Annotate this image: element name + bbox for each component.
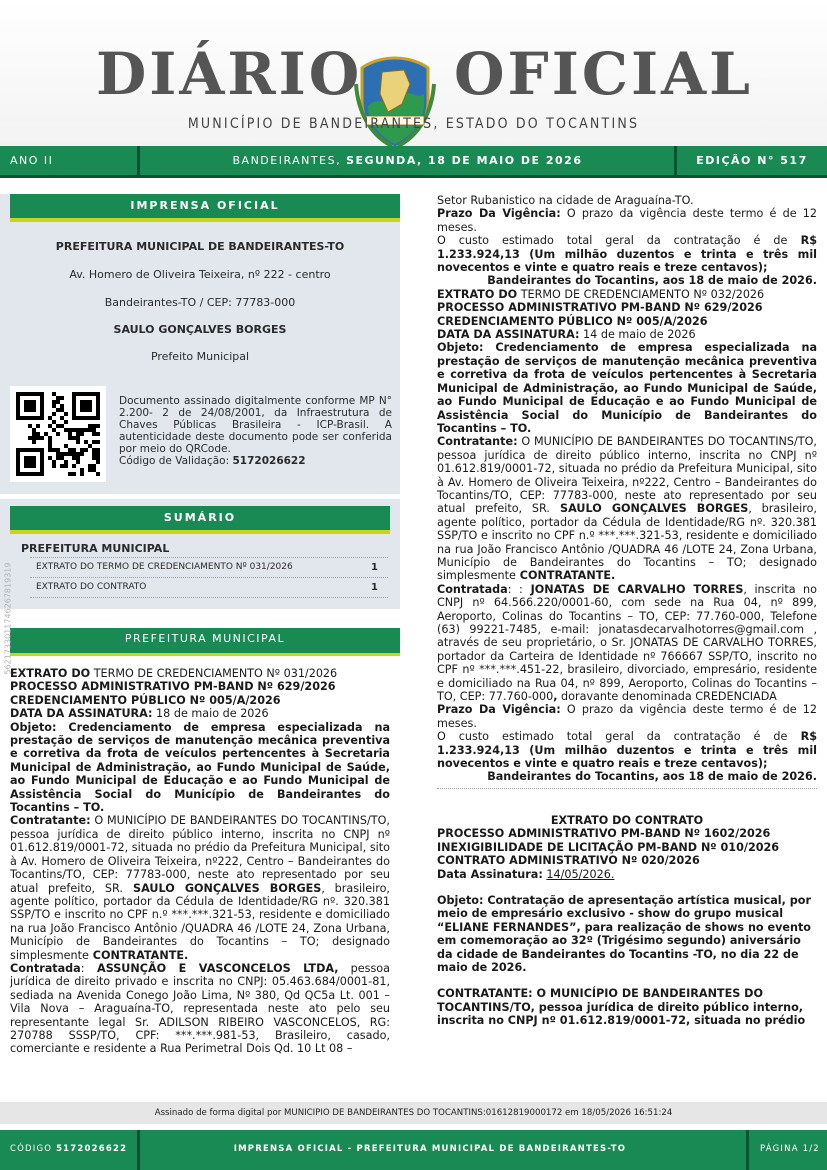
extract-title [10, 667, 390, 680]
spacer [437, 881, 817, 894]
contratada-name: JONATAS DE CARVALHO TORRES [522, 582, 744, 596]
municipal-crest-icon [352, 54, 438, 150]
validity-paragraph [437, 703, 817, 730]
summary-item-label: EXTRATO DO CONTRATO [36, 582, 147, 592]
signature-date-value: 14 de maio de 2026 [579, 328, 696, 342]
contratante-text-2: , brasileiro, agente político, portador da Cédula de Identidade/RG nº. 320.381 SSP/TO e inscrito no CPF n.º ***.***.321-53, residente e domiciliado na rua João Francisco Antônio /QUADRA 46 /LOTE 24, Zona Urbana, Município de Bandeirantes do Tocantins – TO; designado simplesmente [10, 881, 390, 962]
validity-text: O prazo da vigência deste termo é de 12 meses. [437, 207, 818, 234]
signature-place-date: Bandeirantes do Tocantins, aos 18 de maio de 2026. [487, 770, 817, 784]
continuation-line: Setor Rubanistico na cidade de Araguaína-TO. [437, 194, 694, 207]
summary-item-page: 1 [371, 562, 378, 573]
signature-date-value: 18 de maio de 2026 [152, 707, 269, 721]
spacer [437, 974, 817, 987]
imprensa-title-bar: IMPRENSA OFICIAL [10, 194, 400, 222]
contratada-name: ASSUNÇÃO E VASCONCELOS LTDA, [84, 961, 339, 975]
contratante-text: O MUNICÍPIO DE BANDEIRANTES DO TOCANTINS/TO, pessoa jurídica de direito público interno, inscrita no CNPJ nº 01.612.819/0001-72, situada no prédio da Prefeitura Municipal, sito à Av. Homero de Oliveira Teixeira, nº222, Centro – Bandeirantes do Tocantins/TO, CEP: 77783-000, neste ato representado por seu atual prefeito, SR. [10, 814, 390, 895]
cost-value: R$ 1.233.924,13 (Um milhão duzentos e trinta e três mil novecentos e vinte e quatro reais e treze centavos); [437, 730, 817, 771]
contratada-sep: : [80, 961, 85, 975]
vertical-validation-code: 5621733011746267819319 [3, 562, 13, 675]
edition-city: BANDEIRANTES, [232, 154, 342, 167]
credenciamento-number: CREDENCIAMENTO PÚBLICO Nº 005/A/2026 [437, 314, 708, 328]
edition-number: EDIÇÃO N° 517 [696, 154, 808, 167]
summary-divider [30, 597, 388, 598]
edition-info-bar [0, 146, 827, 178]
mayor-name-inline: SAULO GONÇALVES BORGES [549, 502, 749, 516]
summary-item-label: EXTRATO DO TERMO DE CREDENCIAMENTO Nº 031/2026 [36, 562, 293, 572]
contratante-label: Contratante: [10, 814, 91, 828]
signature-note-text: Documento assinado digitalmente conforme MP N° 2.200- 2 de 24/08/2001, da Infraestrutura de Chaves Públicas Brasileira - ICP-Brasil. A autenticidade deste documento pode ser conferida por meio do QRCode. [119, 395, 392, 455]
contratante-text: O MUNICÍPIO DE BANDEIRANTES DO TOCANTINS/TO, pessoa jurídica de direito público interno, inscrita no CNPJ nº 01.612.819/0001-72, situada no prédio da Prefeitura Municipal, sito à Av. Homero de Oliveira Teixeira, nº222, Centro – Bandeirantes do Tocantins/TO, CEP: 77783-000, neste ato representado por seu atual prefeito, SR. [437, 435, 817, 516]
extract-title [437, 288, 817, 301]
divider [746, 1130, 749, 1170]
cost-paragraph [437, 234, 817, 274]
extract-title-bold: EXTRATO DO [10, 667, 91, 680]
process-number: PROCESSO ADMINISTRATIVO PM-BAND Nº 629/2026 [437, 301, 763, 315]
contratante-paragraph [437, 435, 817, 582]
cost-text: O custo estimado total geral da contratação é de [437, 730, 788, 744]
summary-section: PREFEITURA MUNICIPAL [21, 542, 170, 555]
edition-date [140, 146, 675, 175]
qrcode-icon [16, 392, 100, 476]
digital-signature-stamp: Assinado de forma digital por MUNICIPIO DE BANDEIRANTES DO TOCANTINS:01612819000172 em 18/05/2026 16:51:24 [0, 1102, 827, 1124]
section-bar-prefeitura: PREFEITURA MUNICIPAL [10, 628, 400, 656]
cost-value: R$ 1.233.924,13 (Um milhão duzentos e trinta e três mil novecentos e vinte e quatro reais e treze centavos); [437, 234, 817, 275]
masthead-word-oficial: OFICIAL [454, 40, 753, 108]
digital-signature-note [119, 395, 392, 467]
mayor-name-inline: SAULO GONÇALVES BORGES [122, 881, 322, 895]
footer-code-value: 5172026622 [56, 1144, 128, 1154]
validity-text: O prazo da vigência deste termo é de 12 meses. [437, 703, 818, 730]
contratada-end: doravante denominada CREDENCIADA [557, 690, 777, 704]
validity-label: Prazo Da Vigência: [437, 703, 561, 717]
validation-code: 5172026622 [232, 455, 306, 467]
contract-inexigibilidade: INEXIGIBILIDADE DE LICITAÇÃO PM-BAND Nº 010/2026 [437, 840, 780, 854]
contratada-paragraph [10, 962, 390, 1056]
object-paragraph: Objeto: Credenciamento de empresa especializada na prestação de serviços de manutenção mecânica preventiva e corretiva da frota de veículos pertencentes à Secretaria Municipal de Administração, ao Fundo Municipal de Saúde, ao Fundo Municipal de Educação e ao Fundo Municipal de Assistência Social do Município de Bandeirantes do Tocantins – TO. [10, 720, 390, 815]
contratada-label: Contratada [10, 961, 81, 975]
cost-text: O custo estimado total geral da contratação é de [437, 234, 788, 248]
credenciamento-number: CREDENCIAMENTO PÚBLICO Nº 005/A/2026 [10, 693, 281, 707]
extract-title-bold: EXTRATO DO [437, 287, 518, 301]
footer-title: IMPRENSA OFICIAL - PREFEITURA MUNICIPAL DE BANDEIRANTES-TO [233, 1144, 627, 1154]
contratada-label: Contratada [437, 582, 508, 596]
cost-paragraph [437, 730, 817, 770]
validation-code-label: Código de Validação: [119, 455, 230, 467]
footer-code-label: CÓDIGO [10, 1144, 53, 1154]
mayor-name: SAULO GONÇALVES BORGES [113, 323, 287, 336]
summary-divider [30, 577, 388, 578]
summary-item-page: 1 [371, 582, 378, 593]
extract-title-rest: TERMO DE CREDENCIAMENTO Nº 031/2026 [90, 667, 338, 680]
org-name: PREFEITURA MUNICIPAL DE BANDEIRANTES-TO [55, 240, 345, 253]
edition-date-value: SEGUNDA, 18 DE MAIO DE 2026 [346, 154, 583, 167]
contratante-end: CONTRATANTE. [88, 948, 189, 962]
masthead-subtitle: MUNICÍPIO DE BANDEIRANTES, ESTADO DO TOCANTINS [187, 116, 640, 132]
contratante-paragraph [10, 814, 390, 961]
year-label: ANO II [10, 154, 54, 167]
validation-qrcode[interactable] [10, 386, 106, 482]
contract-date [437, 868, 817, 881]
masthead-title [0, 36, 827, 112]
signature-date [10, 707, 390, 720]
signature-date-label: DATA DA ASSINATURA: [437, 328, 580, 342]
contratada-sep: : : [507, 582, 523, 596]
summary-item[interactable] [36, 582, 384, 592]
contract-date-value: 14/05/2026. [546, 867, 615, 881]
page-number: PÁGINA 1/2 [760, 1144, 820, 1154]
validity-label: Prazo Da Vigência: [437, 207, 561, 221]
validity-paragraph [437, 207, 817, 234]
contract-number: CONTRATO ADMINISTRATIVO Nº 020/2026 [437, 854, 700, 868]
contract-process: PROCESSO ADMINISTRATIVO PM-BAND Nº 1602/2026 [437, 827, 771, 841]
contract-extract-title: EXTRATO DO CONTRATO [550, 813, 704, 827]
extract-title-rest: TERMO DE CREDENCIAMENTO Nº 032/2026 [517, 287, 765, 301]
right-column-text [437, 194, 817, 1028]
contratante-end: CONTRATANTE. [515, 569, 616, 583]
mayor-role: Prefeito Municipal [150, 350, 250, 363]
contract-object: Objeto: Contratação de apresentação artística musical, por meio de empresário exclusivo - show do grupo musical “ELIANE FERNANDES”, para realização de shows no evento em comemoração ao 32º (Trigésimo segundo) aniversário da cidade de Bandeirantes do Tocantins -TO, no dia 22 de maio de 2026. [437, 893, 811, 974]
left-column-text [10, 667, 390, 1056]
page-footer [0, 1130, 827, 1170]
org-address: Av. Homero de Oliveira Teixeira, nº 222 - centro [69, 268, 331, 281]
footer-code [10, 1130, 127, 1170]
signature-place-date: Bandeirantes do Tocantins, aos 18 de maio de 2026. [487, 274, 817, 288]
contratada-text: pessoa jurídica de direito privado e inscrita no CNPJ: 05.463.684/0001-81, sediada na Avenida Conego João Lima, Nº 380, Qd QC5a Lt. 001 – Vila Nova – Araguaína-TO, representada neste ato pelo seu representante legal Sr. ADILSON RIBEIRO VASCONCELOS, RG: 270788 SSSP/TO, CPF: ***.***.981-53, Brasileiro, casado, comerciante e residente a Rua Perimetral Dois Qd. 10 Lt 08 – [10, 961, 390, 1056]
contratada-comma: , [553, 690, 558, 704]
summary-title-bar: SUMÁRIO [10, 506, 390, 534]
section-divider [437, 788, 817, 789]
contract-date-label: Data Assinatura: [437, 867, 543, 881]
org-cep: Bandeirantes-TO / CEP: 77783-000 [104, 296, 296, 309]
contratada-text: , inscrita no CNPJ nº 64.566.220/0001-60, com sede na Rua 04, nº 899, Aeroporto, Colinas do Tocantins – TO, CEP: 77.760-000, Telefone (63) 99221-7485, e-mail: jonatasdecarvalhotorres@gmail.com , através de seu proprietário, o Sr. JONATAS DE CARVALHO TORRES, portador da Carteira de Identidade nº 766667 SSP/TO, inscrito no CPF nº ***.***.451-22, brasileiro, divorciado, empresário, residente e domiciliado na Rua 04, nº 899, Aeroporto, Colinas do Tocantins – TO, CEP: 77.760-000 [437, 582, 817, 704]
signature-date [437, 328, 817, 341]
summary-item[interactable] [36, 562, 384, 572]
spacer [437, 801, 817, 814]
process-number: PROCESSO ADMINISTRATIVO PM-BAND Nº 629/2026 [10, 680, 336, 694]
object-paragraph: Objeto: Credenciamento de empresa especializada na prestação de serviços de manutenção mecânica preventiva e corretiva da frota de veículos pertencentes à Secretaria Municipal de Administração, ao Fundo Municipal de Saúde, ao Fundo Municipal de Educação e ao Fundo Municipal de Assistência Social do Município de Bandeirantes do Tocantins – TO. [437, 341, 817, 435]
signature-date-label: DATA DA ASSINATURA: [10, 707, 153, 721]
contract-contratante: CONTRATANTE: O MUNICÍPIO DE BANDEIRANTES DO TOCANTINS/TO, pessoa jurídica de direito público interno, inscrita no CNPJ nº 01.612.819/0001-72, situada no prédio [437, 987, 806, 1028]
summary-divider [30, 557, 388, 558]
contratante-label: Contratante: [437, 435, 518, 449]
masthead-word-diario: DIÁRIO [96, 40, 363, 108]
contratada-paragraph [437, 583, 817, 704]
masthead [0, 0, 827, 146]
contratante-text-2: , brasileiro, agente político, portador da Cédula de Identidade/RG nº. 320.381 SSP/TO e inscrito no CPF n.º ***.***.321-53, residente e domiciliado na rua João Francisco Antônio /QUADRA 46 /LOTE 24, Zona Urbana, Município de Bandeirantes do Tocantins – TO; designado simplesmente [437, 502, 817, 583]
